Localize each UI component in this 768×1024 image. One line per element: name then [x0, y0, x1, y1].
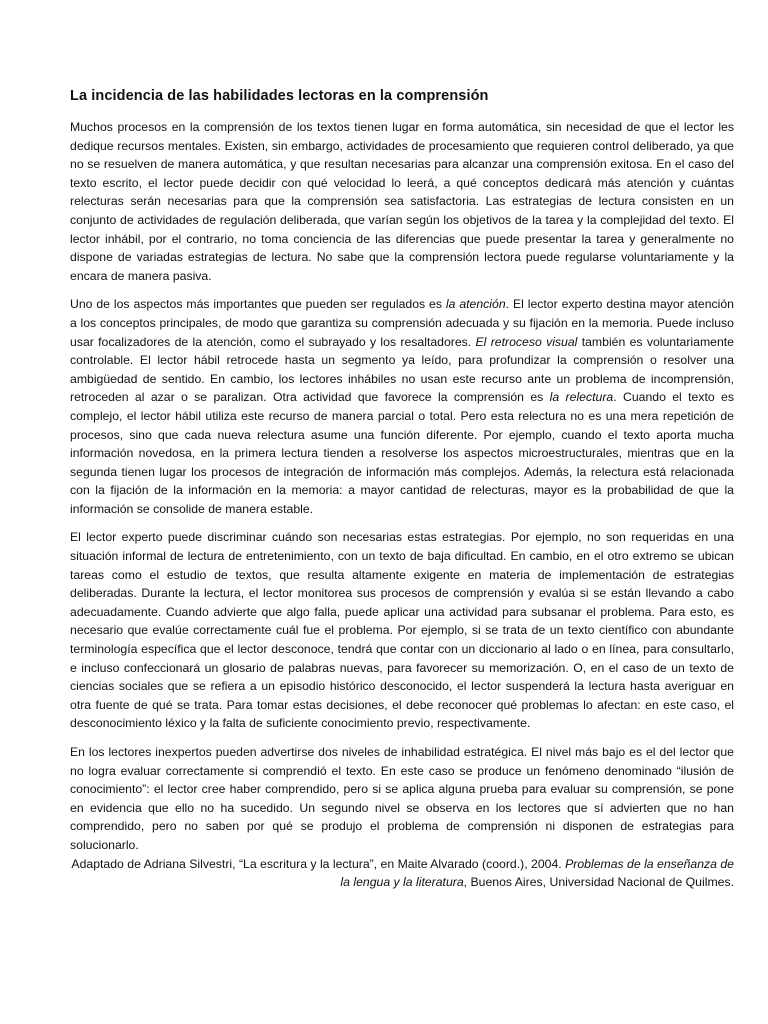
source-citation-text-a: Adaptado de Adriana Silvestri, “La escritura y la lectura”, en Maite Alvarado (coord.), 2004. — [71, 856, 566, 871]
paragraph-2 — [70, 295, 734, 518]
paragraph-2-text-e: también es voluntariamente controlable. El lector hábil retrocede hasta un segmento ya leído, para profundizar la comprensión o resolver una ambigüedad de sentido. En cambio, los lectores inhábiles no usan este recurso ante un problema de incomprensión, retroceden al azar o se paralizan. Otra actividad que favorece la comprensión es — [70, 334, 734, 405]
term-la-relectura: la relectura — [549, 390, 614, 405]
term-la-atencion: la atención — [445, 297, 506, 312]
paragraph-3: El lector experto puede discriminar cuándo son necesarias estas estrategias. Por ejemplo, no son requeridas en una situación informal de lectura de entretenimiento, con un texto de baja dificultad. En cambio, en el otro extremo se ubican tareas como el estudio de textos, que resulta altamente exigente en materia de implementación de estrategias deliberadas. Durante la lectura, el lector monitorea sus procesos de comprensión y evalúa si se están llevando a cabo adecuadamente. Cuando advierte que algo falla, puede aplicar una actividad para subsanar el problema. Para esto, es necesario que evalúe correctamente cuál fue el problema. Por ejemplo, si se trata de un texto científico con abundante terminología específica que el lector desconoce, tendrá que contar con un diccionario al lado o en línea, para consultarlo, e incluso confeccionará un glosario de palabras nuevas, para favorecer su memorización. O, en el caso de un texto de ciencias sociales que se refiera a un episodio histórico desconocido, el lector suspenderá la lectura hasta averiguar en otra fuente de qué se trata. Para tomar estas decisiones, el debe reconocer qué problemas lo afectan: en este caso, el desconocimiento léxico y la falta de suficiente conocimiento previo, respectivamente. — [70, 530, 734, 731]
paragraph-1: Muchos procesos en la comprensión de los textos tienen lugar en forma automática, sin necesidad de que el lector les dedique recursos mentales. Existen, sin embargo, actividades de procesamiento que requieren control deliberado, ya que no se resuelven de manera automática, y que resultan necesarias para alcanzar una comprensión exitosa. En el caso del texto escrito, el lector puede decidir con qué velocidad lo leerá, a qué conceptos dedicará más atención y cuántas relecturas serán necesarias para que la comprensión sea satisfactoria. Las estrategias de lectura consisten en un conjunto de actividades de regulación deliberada, que varían según los objetivos de la tarea y la complejidad del texto. El lector inhábil, por el contrario, no toma conciencia de las diferencias que puede presentar la tarea y generalmente no dispone de variadas estrategias de lectura. No sabe que la comprensión lectora puede regularse voluntariamente y la encara de manera pasiva. — [70, 120, 734, 283]
source-citation — [70, 855, 734, 892]
source-book-title: Problemas de la enseñanza de la lengua y la literatura — [340, 856, 734, 890]
document-title: La incidencia de las habilidades lectoras en la comprensión — [70, 88, 489, 104]
paragraph-2-text-c: . El lector experto destina mayor atención a los conceptos principales, de modo que garantiza su comprensión adecuada y su fijación en la memoria. Puede incluso usar focalizadores de la atención, como el subrayado y los resaltadores. — [70, 297, 734, 349]
source-citation-text-c: , Buenos Aires, Universidad Nacional de Quilmes. — [463, 875, 734, 890]
paragraph-2-text-a: Uno de los aspectos más importantes que pueden ser regulados es — [70, 297, 446, 312]
paragraph-2-text-g: . Cuando el texto es complejo, el lector hábil utiliza este recurso de manera parcial o total. Pero esta relectura no es una mera repetición de procesos, sino que cada nueva relectura asume una función diferente. Por ejemplo, cuando el texto aporta mucha información novedosa, en la primera lectura tienden a resolverse los aspectos microestructurales, mientras que en la segunda tienen lugar los procesos de integración de información más complejos. Además, la relectura está relacionada con la fijación de la información en la memoria: a mayor cantidad de relecturas, mayor es la probabilidad de que la información se consolide de manera estable. — [70, 390, 734, 516]
paragraph-4: En los lectores inexpertos pueden advertirse dos niveles de inhabilidad estratégica. El nivel más bajo es el del lector que no logra evaluar correctamente si comprendió el texto. En este caso se produce un fenómeno denominado “ilusión de conocimiento”: el lector cree haber comprendido, pero si se aplica alguna prueba para evaluar su comprensión, se pone en evidencia que ello no ha sucedido. Un segundo nivel se observa en los lectores que sí advierten que no han comprendido, pero no saben por qué se produjo el problema de comprensión ni disponen de estrategias para solucionarlo. — [70, 745, 734, 852]
term-retroceso-visual: El retroceso visual — [475, 334, 578, 349]
